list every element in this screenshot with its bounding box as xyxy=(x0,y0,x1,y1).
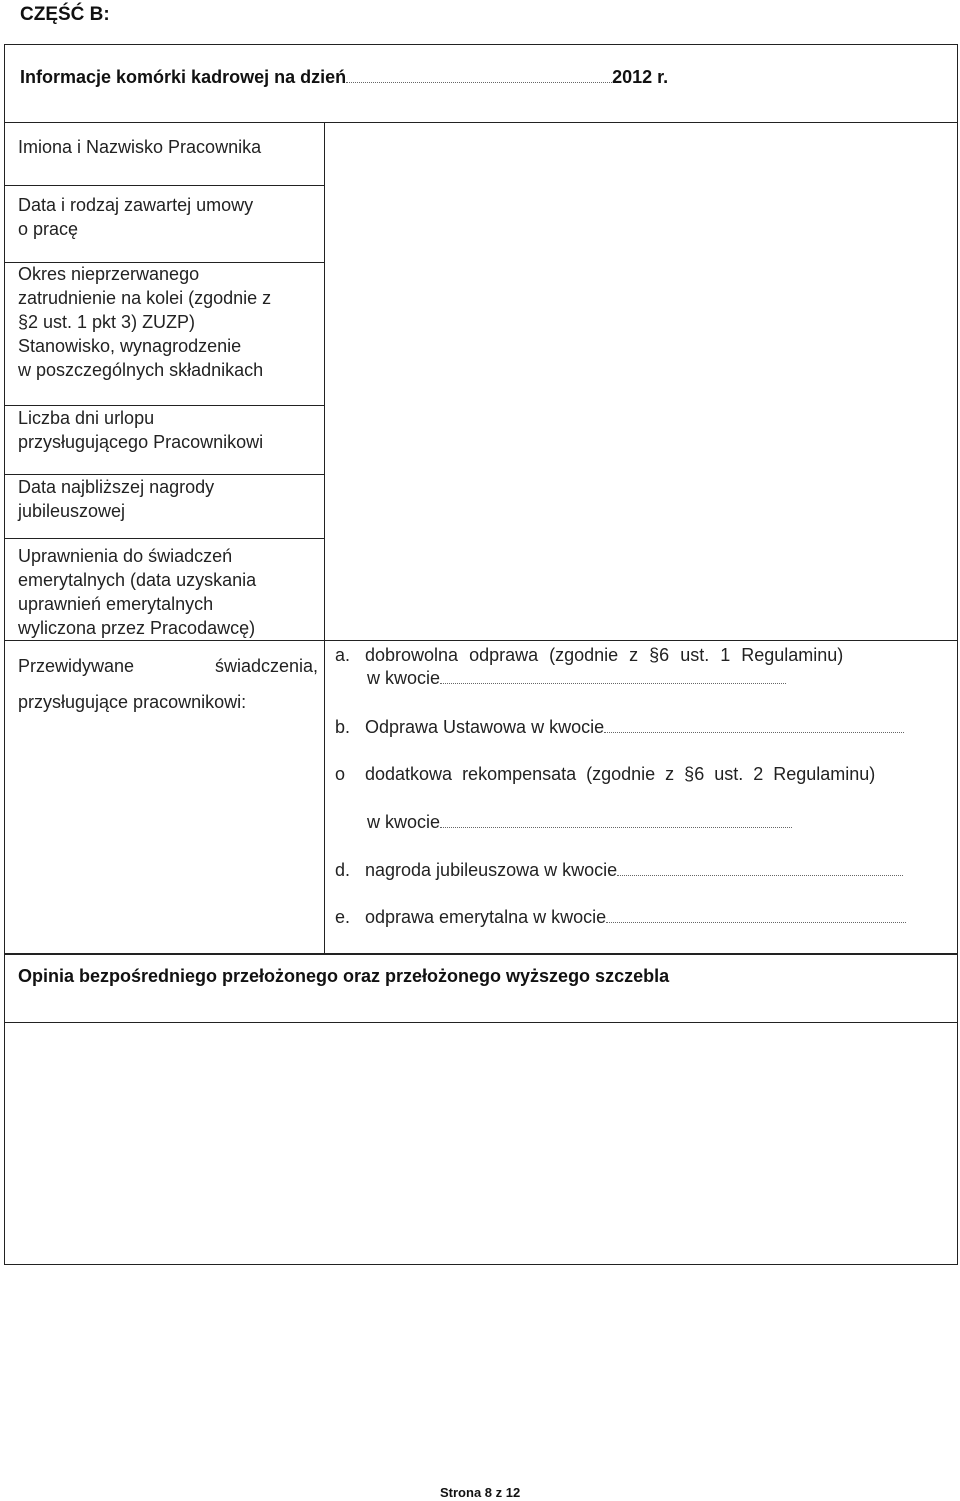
option-text: nagroda jubileuszowa w kwocie xyxy=(365,860,618,880)
amount-fill-line[interactable] xyxy=(606,908,906,923)
benefit-option-d xyxy=(335,860,903,881)
option-marker: d. xyxy=(335,860,351,880)
amount-fill-line[interactable] xyxy=(617,861,903,876)
label-jubilee-date: Data najbliższej nagrody jubileuszowej xyxy=(18,477,215,521)
page-number: Strona 8 z 12 xyxy=(440,1485,521,1500)
header-suffix: 2012 r. xyxy=(612,67,669,87)
amount-fill-line[interactable] xyxy=(440,813,792,828)
row-divider xyxy=(4,185,324,186)
label-position-salary: Stanowisko, wynagrodzenie w poszczególnych składnikach xyxy=(18,336,264,380)
option-marker: b. xyxy=(335,717,351,737)
amount-fill-line[interactable] xyxy=(440,669,786,684)
option-text: dodatkowa rekompensata (zgodnie z §6 ust. 2 Regulaminu) xyxy=(365,764,876,784)
option-text: odprawa emerytalna w kwocie xyxy=(365,907,607,927)
benefit-option-e xyxy=(335,907,906,928)
benefit-option-c-amount: w kwocie xyxy=(367,812,792,833)
benefit-option-a xyxy=(335,645,843,666)
label-pension-rights: Uprawnienia do świadczeń emerytalnych (data uzyskania uprawnień emerytalnych wyliczona przez Pracodawcę) xyxy=(18,546,257,638)
option-marker: a. xyxy=(335,645,351,665)
table-header xyxy=(20,67,668,88)
amount-fill-line[interactable] xyxy=(604,718,904,733)
row-divider xyxy=(4,538,324,539)
option-marker: o xyxy=(335,764,346,784)
date-fill-line[interactable] xyxy=(346,68,612,83)
part-title: CZĘŚĆ B: xyxy=(20,4,110,25)
option-marker: e. xyxy=(335,907,351,927)
label-planned-benefits: Przewidywane świadczenia, przysługujące pracownikowi: xyxy=(18,656,318,712)
column-divider xyxy=(324,122,325,954)
option-text: dobrowolna odprawa (zgodnie z §6 ust. 1 Regulaminu) xyxy=(365,645,844,665)
opinion-text-area[interactable] xyxy=(5,1023,957,1263)
label-leave-days: Liczba dni urlopu przysługującego Pracownikowi xyxy=(18,408,264,452)
header-prefix: Informacje komórki kadrowej na dzień xyxy=(20,67,347,87)
opinion-title: Opinia bezpośredniego przełożonego oraz przełożonego wyższego szczebla xyxy=(18,966,670,986)
label-employment-period: Okres nieprzerwanego zatrudnienie na kolei (zgodnie z §2 ust. 1 pkt 3) ZUZP) xyxy=(18,264,272,332)
row-divider xyxy=(4,122,958,123)
label-contract-date: Data i rodzaj zawartej umowy o pracę xyxy=(18,195,254,239)
option-text: Odprawa Ustawowa w kwocie xyxy=(365,717,605,737)
benefit-option-b xyxy=(335,717,904,738)
benefit-option-a-amount: w kwocie xyxy=(367,668,786,689)
label-employee-name: Imiona i Nazwisko Pracownika xyxy=(18,137,262,157)
row-divider xyxy=(4,640,958,641)
benefit-option-c xyxy=(335,764,875,785)
